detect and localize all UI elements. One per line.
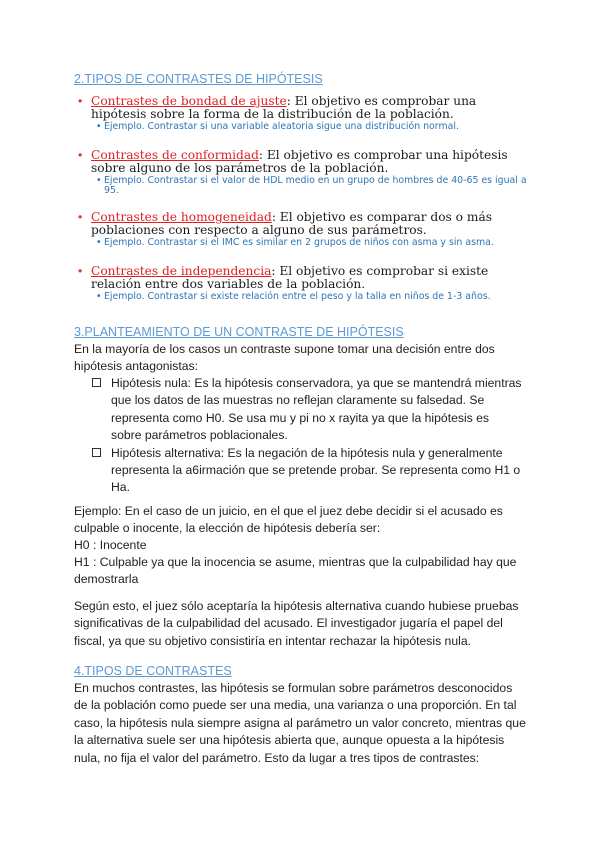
bullet-example-text: Ejemplo. Contrastar si existe relación entre el peso y la talla en niños de 1-3 años. <box>104 291 491 302</box>
bullet-conformidad <box>74 149 534 196</box>
bullet-dot-icon: • <box>78 94 83 108</box>
section-heading-tipos-contrastes-hipotesis: 2.TIPOS DE CONTRASTES DE HIPÓTESIS <box>74 72 323 86</box>
list-item-hipotesis-nula <box>92 375 522 445</box>
bullet-example-text: Ejemplo. Contrastar si el IMC es similar en 2 grupos de niños con asma y sin asma. <box>104 237 494 248</box>
section3-intro: En la mayoría de los casos un contraste supone tomar una decisión entre dos hipótesis antagonistas: <box>74 342 495 374</box>
h0-line: H0 : Inocente <box>74 538 147 552</box>
bullet-term: Contrastes de bondad de ajuste <box>91 94 287 108</box>
bullet-independencia <box>74 265 534 302</box>
bullet-term: Contrastes de homogeneidad <box>91 210 272 224</box>
conclusion-paragraph: Según esto, el juez sólo aceptaría la hipótesis alternativa cuando hubiese pruebas significativas de la culpabilidad del acusado. El investigador jugaría el papel del fiscal, ya que su objetivo consistiría en intentar rechazar la hipótesis nula. <box>74 599 519 648</box>
hypothesis-list <box>92 375 522 497</box>
bullet-example <box>74 238 534 248</box>
bullet-homogeneidad <box>74 211 534 248</box>
sub-bullet-dot-icon: • <box>96 291 102 302</box>
checkbox-square-icon <box>92 448 101 457</box>
checkbox-square-icon <box>92 378 101 387</box>
list-item-text: Hipótesis alternativa: Es la negación de la hipótesis nula y generalmente representa la a6irmación que se pretende probar. Se representa como H1 o Ha. <box>111 445 521 495</box>
bullet-example <box>74 176 534 196</box>
bullet-main <box>74 265 534 290</box>
bullet-example-text: Ejemplo. Contrastar si el valor de HDL medio en un grupo de hombres de 40-65 es igual a 95. <box>104 175 527 196</box>
bullet-main <box>74 211 534 236</box>
bullet-dot-icon: • <box>78 264 83 278</box>
sub-bullet-dot-icon: • <box>96 121 102 132</box>
bullet-example <box>74 122 534 132</box>
bullet-text: : El objetivo es comprobar una hipótesis sobre la forma de la distribución de la población. <box>91 94 477 121</box>
section4-body: En muchos contrastes, las hipótesis se formulan sobre parámetros desconocidos de la población como puede ser una media, una varianza o una proporción. En tal caso, la hipótesis nula siempre asigna al parámetro un valor concreto, mientras que la alternativa suele ser una hipótesis abierta que, aunque opuesta a la hipótesis nula, no fija el valor del parámetro. Esto da lugar a tres tipos de contrastes: <box>74 681 526 765</box>
sub-bullet-dot-icon: • <box>96 175 102 186</box>
list-item-text: Hipótesis nula: Es la hipótesis conservadora, ya que se mantendrá mientras que los datos de las muestras no reflejan claramente su falsedad. Se representa como H0. Se usa mu y pi no x rayita ya que la hipótesis es sobre parámetros poblacionales. <box>111 376 522 443</box>
bullet-example <box>74 292 534 302</box>
bullet-main <box>74 149 534 174</box>
example-intro: Ejemplo: En el caso de un juicio, en el que el juez debe decidir si el acusado es culpable o inocente, la elección de hipótesis debería ser: <box>74 504 503 536</box>
bullet-bondad-ajuste <box>74 95 534 132</box>
list-item-hipotesis-alternativa <box>92 445 522 497</box>
bullet-example-text: Ejemplo. Contrastar si una variable aleatoria sigue una distribución normal. <box>104 121 459 132</box>
bullet-text: : El objetivo es comparar dos o más poblaciones con respecto a alguno de sus parámetros. <box>91 210 492 237</box>
bullet-term: Contrastes de conformidad <box>91 148 259 162</box>
bullet-dot-icon: • <box>78 210 83 224</box>
bullet-main <box>74 95 534 120</box>
section-heading-planteamiento: 3.PLANTEAMIENTO DE UN CONTRASTE DE HIPÓTESIS <box>74 325 404 339</box>
section-heading-tipos-contrastes: 4.TIPOS DE CONTRASTES <box>74 664 232 678</box>
bullet-text: : El objetivo es comprobar si existe relación entre dos variables de la población. <box>91 264 489 291</box>
h1-line: H1 : Culpable ya que la inocencia se asume, mientras que la culpabilidad hay que demostrarla <box>74 555 517 587</box>
bullet-term: Contrastes de independencia <box>91 264 272 278</box>
sub-bullet-dot-icon: • <box>96 237 102 248</box>
bullet-text: : El objetivo es comprobar una hipótesis sobre alguno de los parámetros de la población. <box>91 148 508 175</box>
bullet-dot-icon: • <box>78 148 83 162</box>
